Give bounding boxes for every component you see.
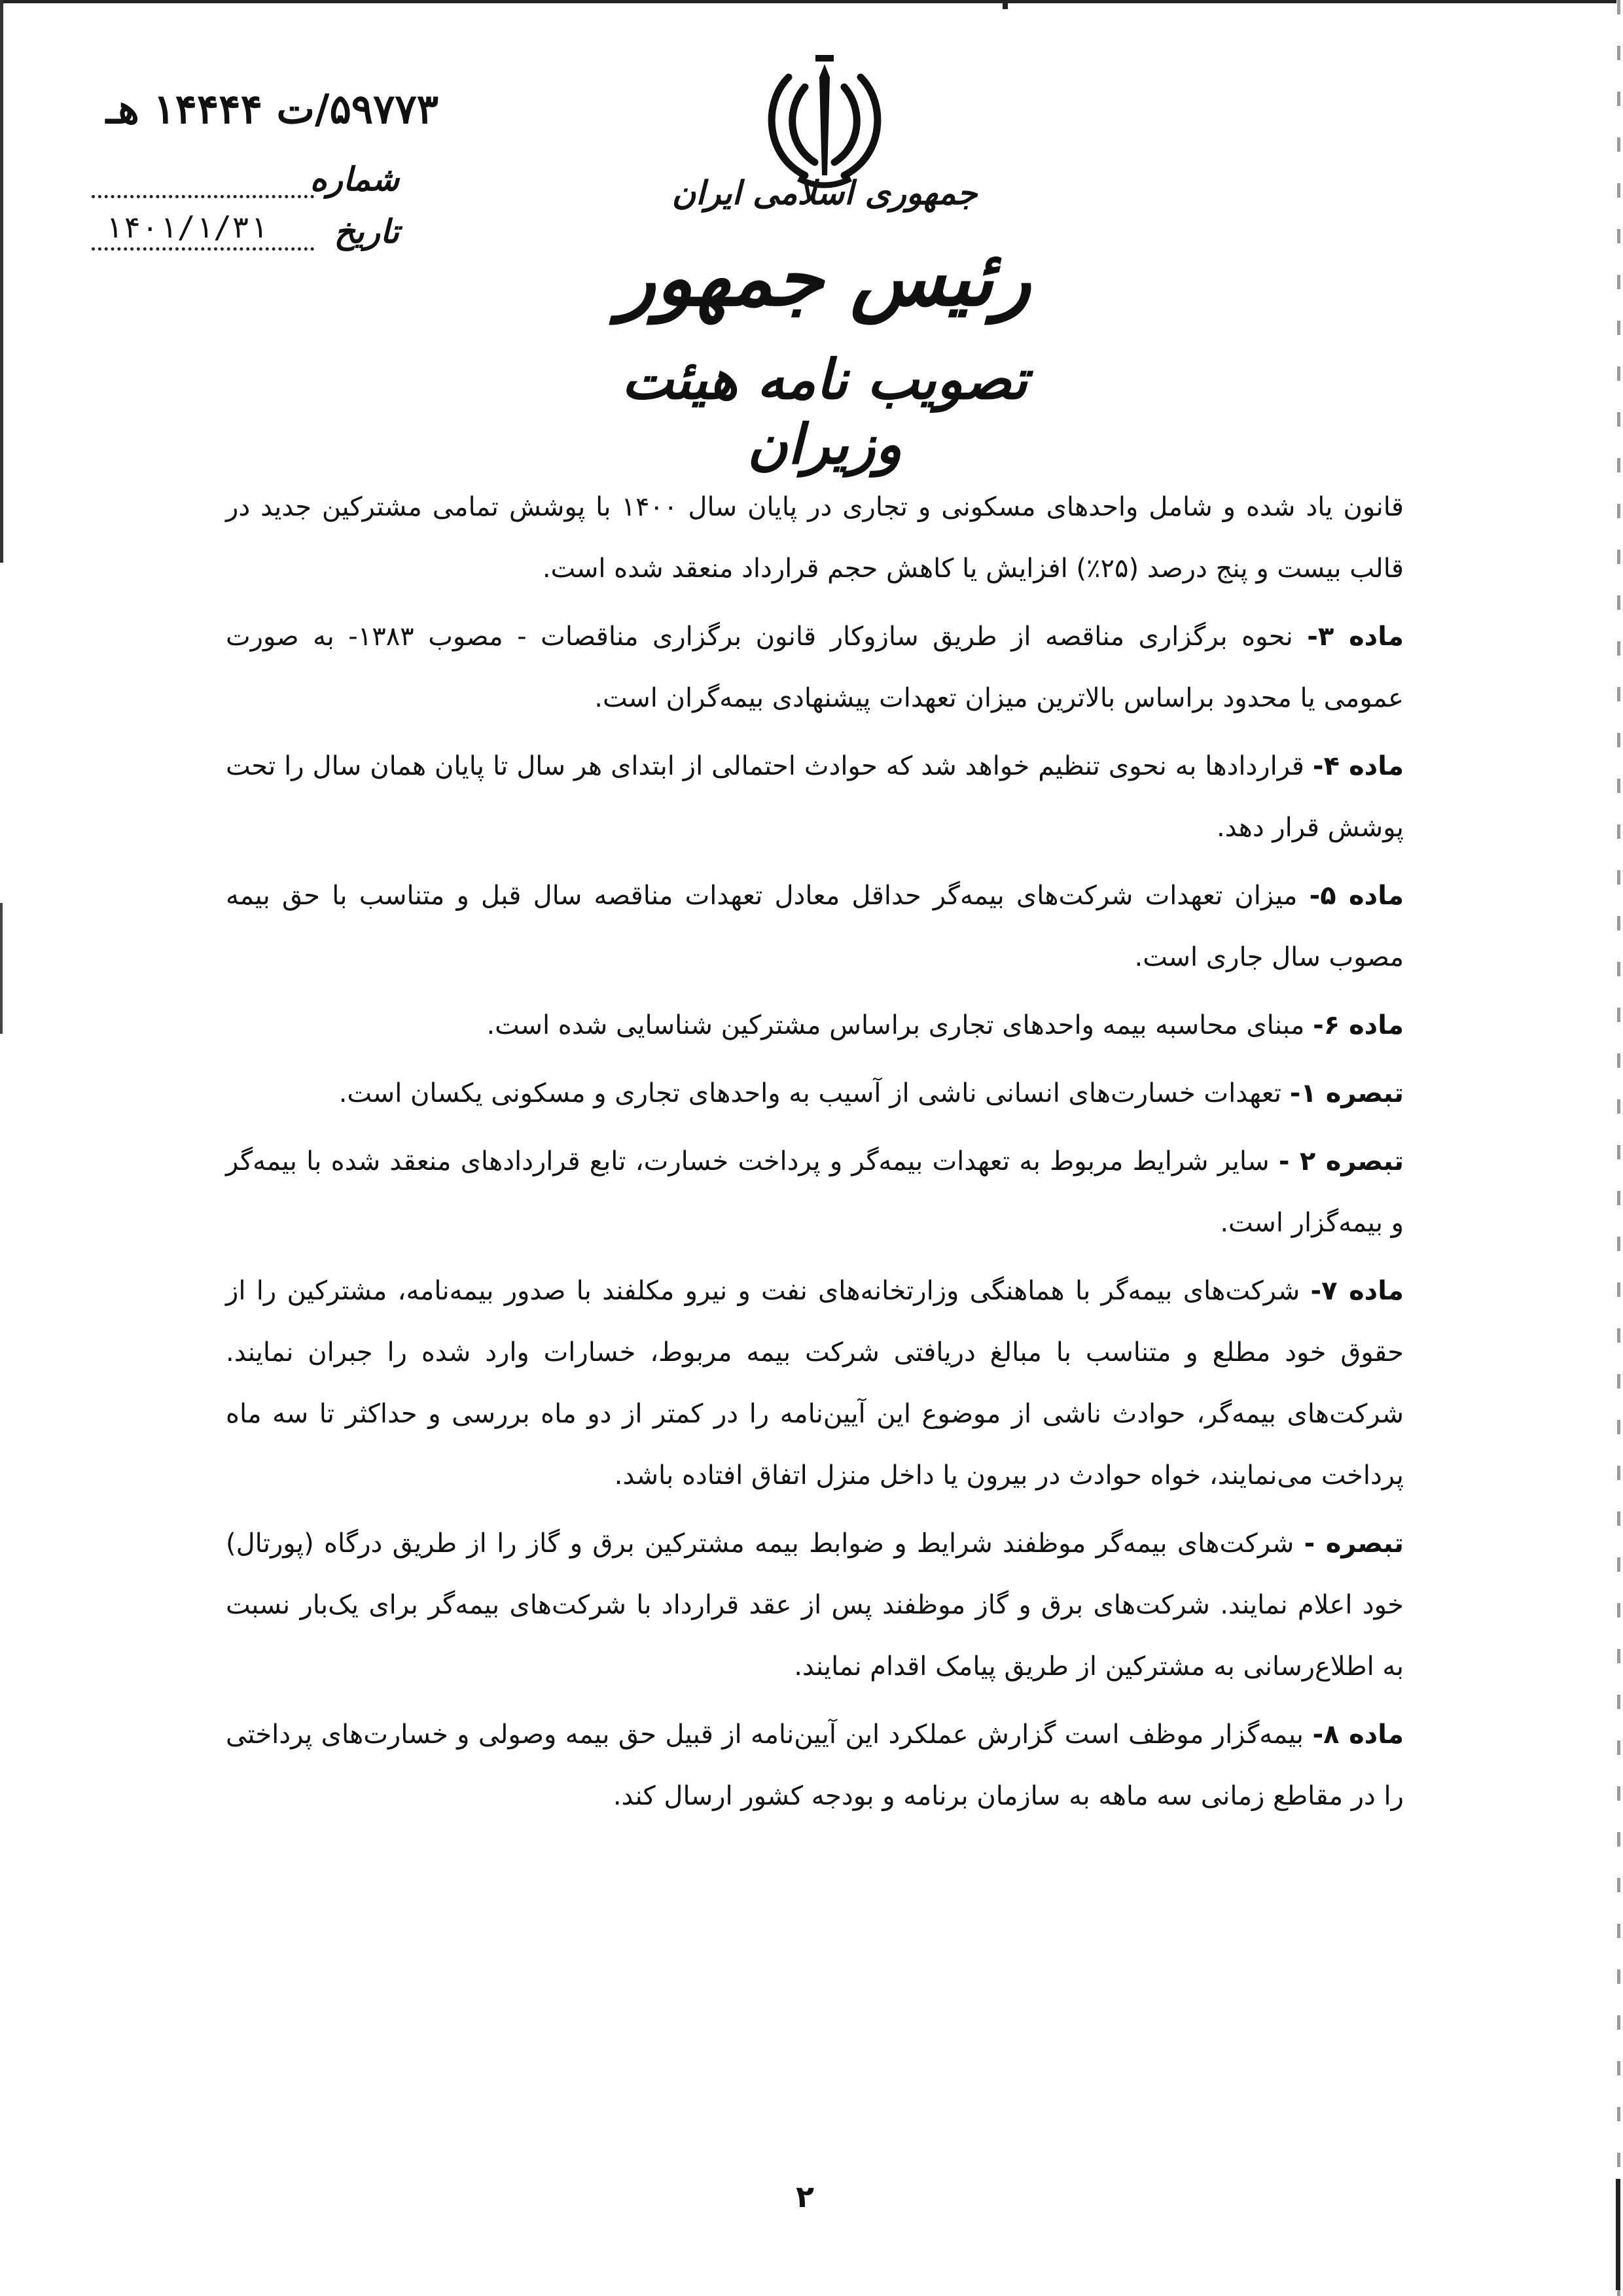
page-number: ۲ xyxy=(795,2179,815,2214)
article-6: ماده ۶- مبنای محاسبه بیمه واحدهای تجاری براساس مشترکین شناسایی شده است. xyxy=(486,1010,1404,1040)
note-heading: تبصره ۲ - xyxy=(1278,1146,1404,1176)
scan-edge-left-lower xyxy=(0,903,3,1034)
cabinet-decree-title: تصویب نامه هیئت وزیران xyxy=(621,347,1028,476)
note-1: تبصره ۱- تعهدات خسارت‌های انسانی ناشی از آسیب به واحدهای تجاری و مسکونی یکسان است. xyxy=(338,1078,1404,1108)
date-row xyxy=(72,209,399,251)
reference-number: ۵۹۷۷۳/ت ۱۴۴۴۴ هـ xyxy=(105,85,438,133)
article-5: ماده ۵- میزان تعهدات شرکت‌های بیمه‌گر حداقل معادل تعهدات مناقصه سال قبل و متناسب با حق بیمه مصوب سال جاری است. xyxy=(226,881,1404,972)
president-title: رئیس جمهور xyxy=(618,232,1031,323)
scan-edge-right xyxy=(1617,0,1620,2296)
date-label: تاریخ xyxy=(334,212,399,251)
number-row xyxy=(72,157,399,198)
article-heading: ماده ۷- xyxy=(1310,1276,1404,1306)
reference-block xyxy=(72,85,438,281)
article-heading: ماده ۵- xyxy=(1309,881,1404,911)
paragraph: قانون یاد شده و شامل واحدهای مسکونی و تجاری در پایان سال ۱۴۰۰ با پوشش تمامی مشترکین جدید در قالب بیست و پنج درصد (۲۵٪) افزایش یا کاهش حجم قرارداد منعقد شده است. xyxy=(226,492,1404,584)
article-8: ماده ۸- بیمه‌گزار موظف است گزارش عملکرد این آیین‌نامه از قبیل حق بیمه وصولی و خسارت‌های پرداختی را در مقاطع زمانی سه ماهه به سازمان برنامه و بودجه کشور ارسال کند. xyxy=(226,1720,1404,1811)
article-4: ماده ۴- قراردادها به نحوی تنظیم خواهد شد که حوادث احتمالی از ابتدای هر سال تا پایان همان سال را تحت پوشش قرار دهد. xyxy=(226,751,1404,843)
scan-edge-tick xyxy=(1003,1,1008,9)
scan-edge-top xyxy=(0,0,1616,3)
number-field xyxy=(92,157,314,198)
date-field xyxy=(92,209,314,251)
scan-edge-right-mark xyxy=(1616,2179,1620,2290)
emblem-icon xyxy=(759,51,890,188)
note-heading: تبصره ۱- xyxy=(1289,1078,1404,1108)
note-heading: تبصره - xyxy=(1304,1528,1404,1559)
article-heading: ماده ۳- xyxy=(1307,622,1404,652)
scan-edge-left xyxy=(0,0,3,563)
number-label: شماره xyxy=(310,160,399,198)
article-3: ماده ۳- نحوه برگزاری مناقصه از طریق سازوکار قانون برگزاری مناقصات - مصوب ۱۳۸۳- به صورت عمومی یا محدود براساس بالاترین میزان تعهدات پیشنهادی بیمه‌گران است. xyxy=(226,622,1404,713)
note-2: تبصره ۲ - سایر شرایط مربوط به تعهدات بیمه‌گر و پرداخت خسارت، تابع قراردادهای منعقد شده با بیمه‌گر و بیمه‌گزار است. xyxy=(226,1146,1404,1238)
article-7: ماده ۷- شرکت‌های بیمه‌گر با هماهنگی وزارتخانه‌های نفت و نیرو مکلفند با صدور بیمه‌نامه، مشترکین را از حقوق خود مطلع و متناسب با مبالغ دریافتی شرکت بیمه مربوط، خسارات وارد شده را جبران نمایند. شرکت‌های بیمه‌گر، حوادث ناشی از موضوع این آیین‌نامه را در کمتر از دو ماه بررسی و حداکثر تا سه ماه پرداخت می‌نمایند، خواه حوادث در بیرون یا داخل منزل اتفاق افتاده باشد. xyxy=(226,1276,1404,1491)
decree-body xyxy=(226,476,1404,1833)
article-heading: ماده ۴- xyxy=(1312,751,1404,781)
note-article-7: تبصره - شرکت‌های بیمه‌گر موظفند شرایط و ضوابط بیمه مشترکین برق و گاز را از طریق درگاه (پورتال) خود اعلام نمایند. شرکت‌های برق و گاز موظفند پس از عقد قرارداد با شرکت‌های بیمه‌گر برای یک‌بار نسبت به اطلاع‌رسانی به مشترکین از طریق پیامک اقدام نمایند. xyxy=(226,1528,1404,1682)
republic-title: جمهوری اسلامی ایران xyxy=(671,173,978,212)
article-heading: ماده ۶- xyxy=(1313,1010,1404,1040)
date-value: ۱۴۰۱/۱/۳۱ xyxy=(105,209,268,245)
article-heading: ماده ۸- xyxy=(1312,1720,1404,1750)
